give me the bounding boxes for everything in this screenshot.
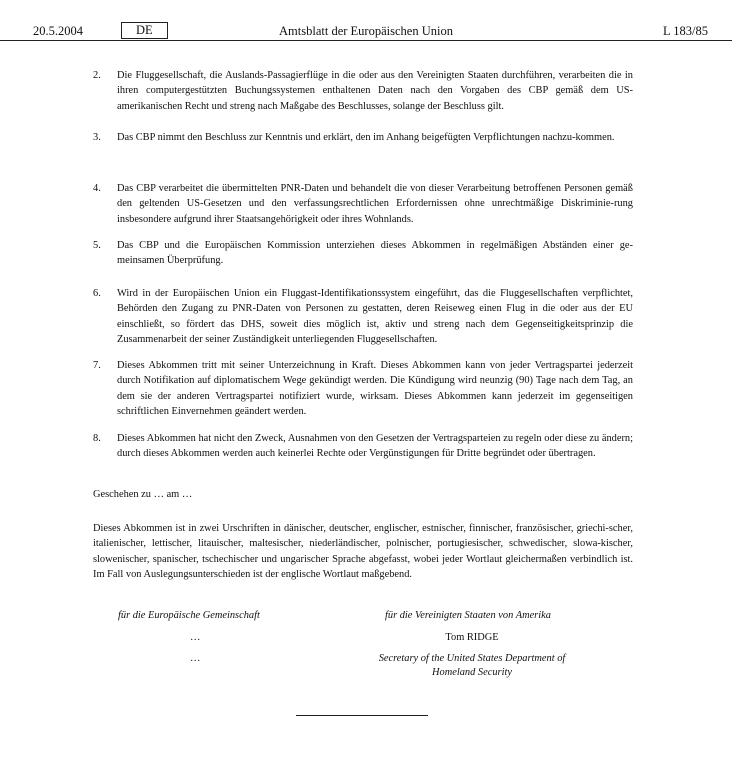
- eu-signature-placeholder: …: [190, 632, 201, 643]
- page-reference: L 183/85: [662, 24, 708, 38]
- item-number: 7.: [93, 360, 101, 371]
- item-number: 8.: [93, 433, 101, 444]
- eu-signature-heading: für die Europäische Gemeinschaft: [118, 610, 260, 621]
- item-text: Die Fluggesellschaft, die Auslands-Passagierflüge in die oder aus den Vereinigten Staaten durchführen, verarbeiten die in ihren computergestützten Buchungssystemen enthaltenen Daten nach den Vorgaben des CBP gemäß dem US-amerikanischen Recht und streng nach Maßgabe des Beschlusses, solange der Beschluss gilt.: [117, 70, 633, 112]
- item-text: Dieses Abkommen hat nicht den Zweck, Ausnahmen von den Gesetzen der Vertragsparteien zu regeln oder diese zu ändern; durch dieses Abkommen werden auch keinerlei Rechte oder Vergünstigungen für Dritte begründet oder übertragen.: [117, 433, 633, 460]
- language-box: DE: [121, 22, 168, 39]
- us-signatory-title: Secretary of the United States Department of: [378, 653, 566, 664]
- journal-title: Amtsblatt der Europäischen Union: [279, 24, 453, 38]
- article-item: [93, 431, 633, 462]
- item-text: Dieses Abkommen tritt mit seiner Unterzeichnung in Kraft. Dieses Abkommen kann von jeder Vertragspartei jederzeit durch Notifikation auf diplomatischem Wege gekündigt werden. Die Kündigung wird neunzig (90) Tage nach dem Tag, an dem sie der anderen Vertragspartei notifiziert wurde, wirksam. Dieses Abkommen kann jederzeit im gegenseitigen schriftlichen Einvernehmen geändert werden.: [117, 360, 633, 418]
- article-item: [93, 358, 633, 420]
- article-item: [93, 238, 633, 269]
- us-signatory-name: Tom RIDGE: [445, 632, 499, 643]
- item-text: Das CBP verarbeitet die übermittelten PNR-Daten und behandelt die von dieser Verarbeitung betroffenen Personen gemäß den geltenden US-Gesetzen und den verfassungsrechtlichen Erfordernissen ohne unrechtmäßige Diskriminie-rung insbesondere aufgrund ihrer Staatsangehörigkeit oder ihres Wohnlands.: [117, 183, 633, 225]
- article-item: [93, 181, 633, 227]
- languages-paragraph: Dieses Abkommen ist in zwei Urschriften in dänischer, deutscher, englischer, estnischer, finnischer, französischer, griechi-scher, italienischer, lettischer, litauischer, maltesischer, niederländischer, polnischer, portugiesischer, schwedischer, slowa-kischer, slowenischer, spanischer, tschechischer und ungarischer Sprache abgefasst, wobei jeder Wortlaut gleichermaßen verbindlich ist. Im Fall von Auslegungsunterschieden ist der englische Wortlaut maßgebend.: [93, 523, 633, 581]
- item-number: 5.: [93, 240, 101, 251]
- eu-signature-placeholder: …: [190, 653, 201, 664]
- item-text: Das CBP nimmt den Beschluss zur Kenntnis und erklärt, den im Anhang beigefügten Verpflichtungen nachzu-kommen.: [117, 132, 615, 143]
- item-text: Das CBP und die Europäischen Kommission unterziehen dieses Abkommen in regelmäßigen Abständen einer ge-meinsamen Überprüfung.: [117, 240, 633, 267]
- item-text: Wird in der Europäischen Union ein Fluggast-Identifikationssystem eingeführt, das die Fluggesellschaften verpflichtet, Behörden den Zugang zu PNR-Daten von Personen zu gestatten, deren Reiseweg einen Flug in die oder aus der EU einschließt, so fördert das DHS, soweit dies möglich ist, aktiv und streng nach dem Gegenseitigkeitsprinzip die Zusammenarbeit der seiner Zuständigkeit unterliegenden Fluggesellschaften.: [117, 288, 633, 346]
- publication-date: 20.5.2004: [33, 24, 83, 38]
- item-number: 6.: [93, 288, 101, 299]
- us-signatory-title: Homeland Security: [432, 667, 512, 678]
- item-number: 3.: [93, 132, 101, 143]
- end-rule: [296, 715, 428, 716]
- done-at-line: Geschehen zu … am …: [93, 489, 193, 500]
- article-item: [93, 68, 633, 114]
- item-number: 4.: [93, 183, 101, 194]
- page-header: [0, 0, 732, 41]
- article-item: [93, 286, 633, 348]
- article-item: [93, 130, 633, 145]
- item-number: 2.: [93, 70, 101, 81]
- us-signature-heading: für die Vereinigten Staaten von Amerika: [385, 610, 551, 621]
